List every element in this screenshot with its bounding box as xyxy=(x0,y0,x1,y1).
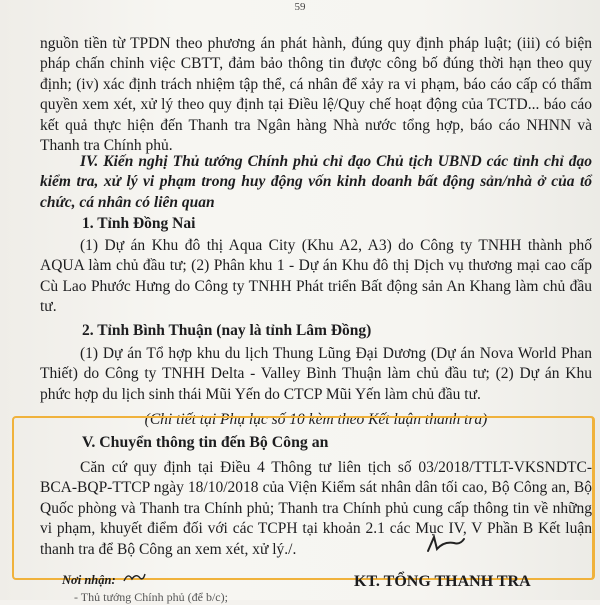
page-number: 59 xyxy=(294,1,306,13)
recipients-initial-mark xyxy=(122,570,146,584)
subsection-1-heading: 1. Tỉnh Đồng Nai xyxy=(82,215,196,232)
initial-signature-mark xyxy=(424,533,466,555)
recipients-label: Nơi nhận: xyxy=(62,573,116,587)
section-v-heading: V. Chuyển thông tin đến Bộ Công an xyxy=(82,434,329,451)
subsection-2-heading: 2. Tỉnh Bình Thuận (nay là tỉnh Lâm Đồng) xyxy=(82,322,372,339)
subsection-2-text: (1) Dự án Tổ hợp khu du lịch Thung Lũng Đại Dương (Dự án Nova World Phan Thiết) do Công ty TNHH Delta - Valley Bình Thuận làm chủ đầu tư; (2) Dự án Khu phức hợp du lịch sinh thái Mũi Yến do CTCP Mũi Yến làm chủ đầu tư. xyxy=(40,345,592,403)
paragraph-body: nguồn tiền từ TPDN theo phương án phát hành, đúng quy định pháp luật; (iii) có biện pháp chấn chỉnh việc CBTT, đảm bảo thông tin được công bố đúng thời hạn theo quy định; (iv) xác định trách nhiệm tập thể, cá nhân để xảy ra vi phạm, báo cáo cấp có thẩm quyền xem xét, xử lý theo quy định tại Điều lệ/Quy chế hoạt động của TCTD... báo cáo kết quả thực hiện đến Thanh tra Ngân hàng Nhà nước tổng hợp, báo cáo NHNN và Thanh tra Chính phủ. xyxy=(40,35,592,155)
recipients-first-line: - Thủ tướng Chính phủ (để b/c); xyxy=(74,590,228,604)
section-iv-heading: IV. Kiến nghị Thủ tướng Chính phủ chỉ đạo Chủ tịch UBND các tỉnh chỉ đạo kiểm tra, xử lý vi phạm trong huy động vốn kinh doanh bất động sản/nhà ở của tổ chức, cá nhân có liên quan xyxy=(40,153,592,211)
appendix-note: (Chi tiết tại Phụ lục số 10 kèm theo Kết luận thanh tra) xyxy=(144,411,488,428)
section-v-text: Căn cứ quy định tại Điều 4 Thông tư liên tịch số 03/2018/TTLT-VKSNDTC-BCA-BQP-TTCP ngày 18/10/2018 của Viện Kiểm sát nhân dân tối cao, Bộ Công an, Bộ Quốc phòng và Thanh tra Chính phủ; Thanh tra Chính phủ cung cấp thông tin về những vi phạm, khuyết điểm đối với các TCPH tại khoản 2.1 các Mục IV, V Phần B Kết luận thanh tra để Bộ Công an xem xét, xử lý./. xyxy=(40,459,592,558)
subsection-1-text: (1) Dự án Khu đô thị Aqua City (Khu A2, A3) do Công ty TNHH thành phố AQUA làm chủ đầu tư; (2) Phân khu 1 - Dự án Khu đô thị Dịch vụ thương mại cao cấp Cù Lao Phước Hưng do Công ty TNHH Phát triển Bất động sản An Khang làm chủ đầu tư. xyxy=(40,237,592,316)
signer-title: KT. TỔNG THANH TRA xyxy=(354,573,531,590)
